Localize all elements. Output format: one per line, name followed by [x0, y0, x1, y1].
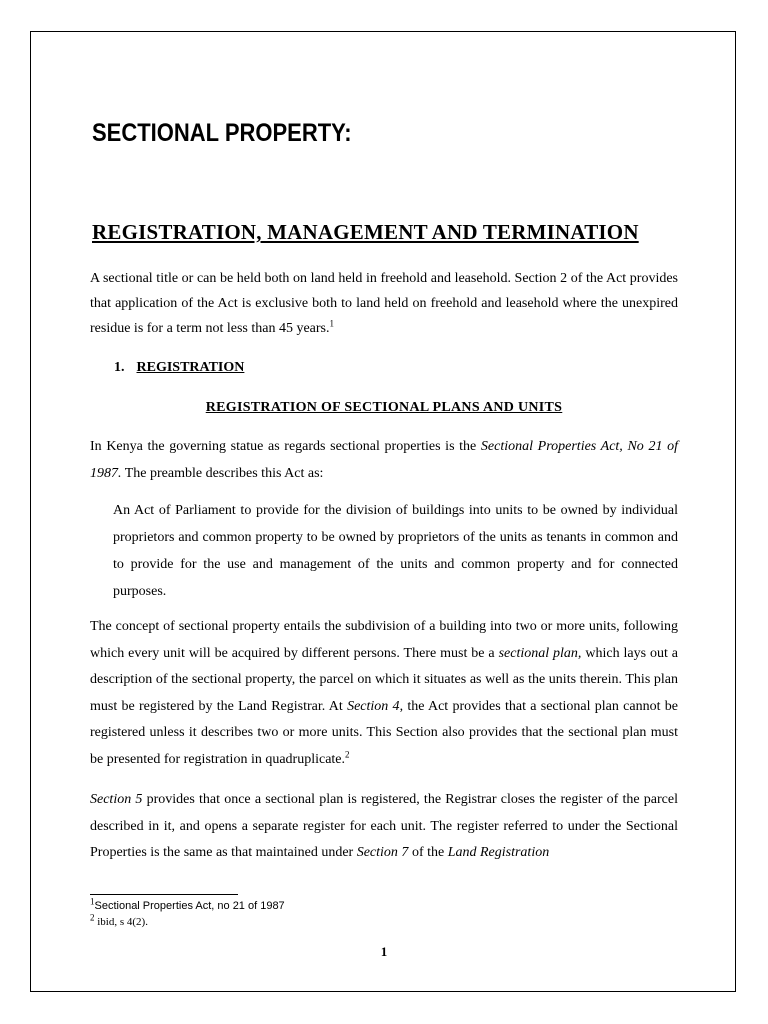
- footnote-2-text: ibid, s 4(2).: [97, 916, 148, 928]
- section5-text-1: provides that once a sectional plan is registered, the Registrar closes the register of the parcel described in it, and opens a separate register for each unit. The register referred to under the Sectional Properties is the same as that maintained under: [90, 792, 678, 860]
- footnote-1-number: 1: [90, 896, 95, 907]
- concept-text-3: , the Act provides that a sectional plan cannot be registered unless it describes two or more units. This Section also provides that the sectional plan must be presented for registration in quadruplicate.: [90, 698, 678, 767]
- kenya-text-2: The preamble describes this Act as:: [121, 465, 324, 481]
- footnote-separator: [90, 894, 238, 895]
- footnote-2-number: 2: [90, 912, 95, 923]
- preamble-quote: An Act of Parliament to provide for the division of buildings into units to be owned by individual proprietors and common property to be owned by proprietors of the units as tenants in common and to provide for the use and management of the units and common property and for connected purposes.: [113, 503, 678, 599]
- act-citation: Sectional Properties Act, No 21 of 1987.: [90, 439, 678, 481]
- concept-text-1: The concept of sectional property entails the subdivision of a building into two or more units, following which every unit will be acquired by different persons. There must be a: [90, 619, 678, 661]
- kenya-paragraph: [90, 434, 678, 487]
- section5-paragraph: [90, 787, 678, 867]
- section-label: REGISTRATION: [136, 360, 245, 375]
- footnote-ref-1[interactable]: 1: [329, 318, 334, 329]
- section-4-ref: Section 4: [347, 698, 400, 714]
- section-7-ref: Section 7: [356, 845, 409, 860]
- footnote-1: [90, 896, 285, 912]
- document-subtitle: REGISTRATION, MANAGEMENT AND TERMINATION: [92, 220, 639, 244]
- section-number: 1.: [114, 360, 125, 375]
- concept-text-2: which lays out a description of the sectional property, the parcel on which it situates as well as the units therein. This plan must be registered by the Land Registrar. At: [90, 645, 679, 714]
- footnote-ref-2[interactable]: 2: [345, 748, 350, 759]
- section-heading-registration: [114, 360, 244, 376]
- subsection-heading: REGISTRATION OF SECTIONAL PLANS AND UNITS: [205, 400, 563, 415]
- sectional-plan-term: sectional plan,: [498, 645, 582, 661]
- footnote-1-text: Sectional Properties Act, no 21 of 1987: [94, 900, 285, 912]
- section5-text-2: of the: [408, 845, 448, 860]
- land-registration-ref: Land Registration: [447, 845, 550, 860]
- document-title: SECTIONAL PROPERTY:: [92, 119, 352, 147]
- concept-paragraph: [90, 614, 678, 773]
- intro-text: A sectional title or can be held both on land held in freehold and leasehold. Section 2 of the Act provides that application of the Act is exclusive both to land held on freehold and leasehold where the unexpired residue is for a term not less than 45 years.: [90, 271, 678, 336]
- section-5-ref: Section 5: [90, 792, 143, 807]
- page-number: 1: [380, 944, 388, 959]
- footnote-2: [90, 912, 148, 928]
- kenya-text-1: In Kenya the governing statue as regards sectional properties is the: [90, 439, 481, 454]
- intro-paragraph: [90, 266, 678, 341]
